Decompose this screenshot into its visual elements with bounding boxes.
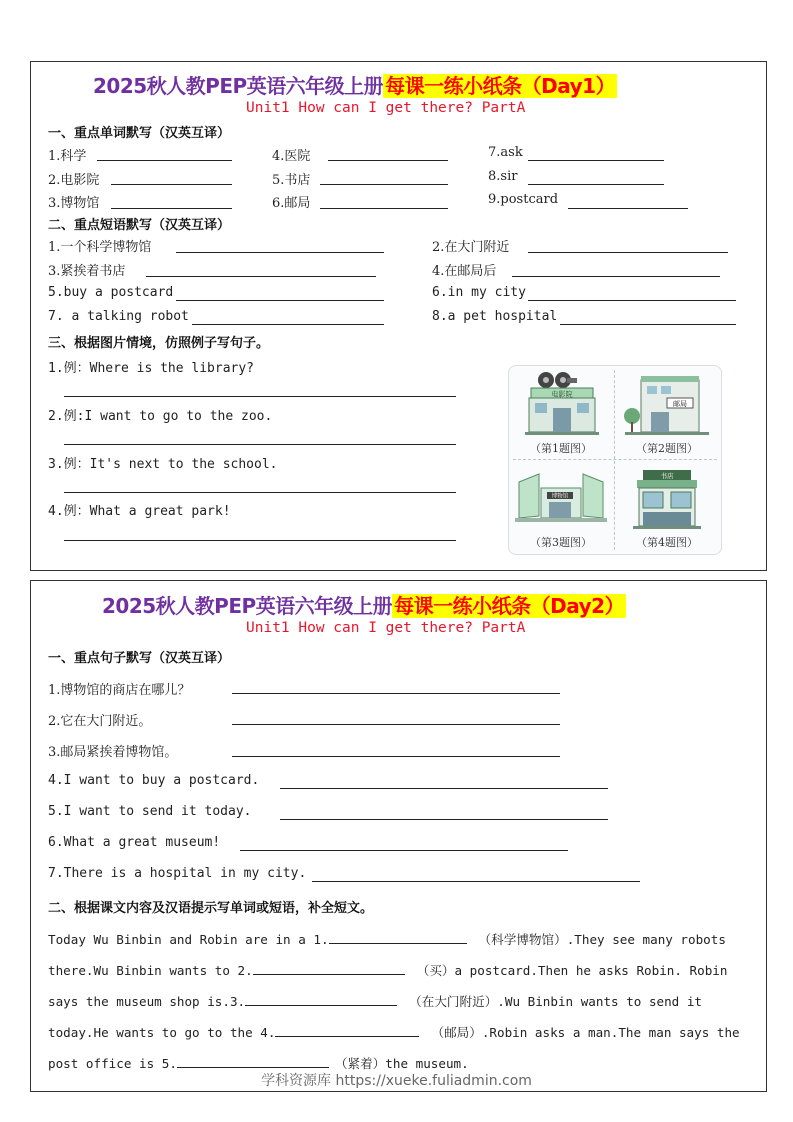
answer-line[interactable] [232,756,560,757]
phrase-prompt: 4.在邮局后 [432,264,497,279]
answer-line[interactable] [312,881,640,882]
picture-bookstore [615,460,719,552]
answer-line[interactable] [528,252,728,253]
phrase-prompt: 2.在大门附近 [432,240,510,255]
day2-section2-heading: 二、根据课文内容及汉语提示写单词或短语，补全短文。 [48,901,374,916]
answer-line[interactable] [64,396,456,397]
phrase-prompt: 7. a talking robot [48,309,189,324]
day1-subtitle: Unit1 How can I get there? PartA [246,100,526,116]
picture-caption: （第3题图） [530,536,592,549]
word-prompt: 7.ask [488,145,523,160]
answer-line[interactable] [111,208,232,209]
day1-title: 2025秋人教PEP英语六年级上册 每课一练小纸条（Day1） [93,74,616,98]
picture-caption: （第1题图） [530,442,592,455]
sentence-prompt: 7.There is a hospital in my city. [48,866,307,881]
answer-line[interactable] [528,160,664,161]
example-sentence: 3.例：It's next to the school. [48,457,278,472]
word-prompt: 2.电影院 [48,173,100,188]
passage-line: says the museum shop is.3. （在大门附近）.Wu Binbin wants to send it [48,994,703,1009]
answer-line[interactable] [560,324,736,325]
example-sentence: 1.例：Where is the library? [48,361,255,376]
post-office-icon [615,366,719,438]
svg-text:书店: 书店 [660,472,674,480]
sentence-prompt: 2.它在大门附近。 [48,714,152,729]
answer-line[interactable] [320,184,448,185]
svg-text:博物馆: 博物馆 [551,493,569,500]
blank-4[interactable] [275,1024,419,1037]
sentence-prompt: 6.What a great museum! [48,835,221,850]
svg-text:邮局: 邮局 [673,400,687,408]
answer-line[interactable] [528,300,736,301]
blank-2[interactable] [253,962,405,975]
day1-section1-heading: 一、重点单词默写（汉英互译） [48,126,231,141]
answer-line[interactable] [320,208,448,209]
word-prompt: 1.科学 [48,149,87,164]
day2-title: 2025秋人教PEP英语六年级上册 每课一练小纸条（Day2） [102,594,625,618]
day1-section2-heading: 二、重点短语默写（汉英互译） [48,218,231,233]
day2-subtitle: Unit1 How can I get there? PartA [246,620,526,636]
building-pictures [508,365,722,555]
example-sentence: 2.例:I want to go to the zoo. [48,409,273,424]
answer-line[interactable] [97,160,232,161]
day2-section1-heading: 一、重点句子默写（汉英互译） [48,651,231,666]
word-prompt: 5.书店 [272,173,311,188]
answer-line[interactable] [176,300,384,301]
answer-line[interactable] [528,184,664,185]
answer-line[interactable] [64,540,456,541]
answer-line[interactable] [64,444,456,445]
phrase-prompt: 5.buy a postcard [48,285,174,300]
answer-line[interactable] [64,492,456,493]
day1-section3-heading: 三、根据图片情境，仿照例子写句子。 [48,336,270,351]
answer-line[interactable] [232,693,560,694]
example-sentence: 4.例：What a great park! [48,504,231,519]
word-prompt: 6.邮局 [272,196,311,211]
answer-line[interactable] [146,276,376,277]
blank-1[interactable] [329,931,467,944]
word-prompt: 8.sir [488,169,518,184]
phrase-prompt: 1.一个科学博物馆 [48,240,152,255]
phrase-prompt: 8.a pet hospital [432,309,558,324]
sentence-prompt: 4.I want to buy a postcard. [48,773,260,788]
bookstore-icon [615,460,719,532]
answer-line[interactable] [280,819,608,820]
answer-line[interactable] [111,184,232,185]
museum-icon [509,460,613,532]
picture-museum [509,460,613,552]
blank-5[interactable] [177,1055,329,1068]
word-prompt: 4.医院 [272,149,311,164]
picture-cinema [509,366,613,458]
footer-watermark: 学科资源库 https://xueke.fuliadmin.com [261,1073,532,1089]
answer-line[interactable] [240,850,568,851]
sentence-prompt: 5.I want to send it today. [48,804,252,819]
word-prompt: 3.博物馆 [48,196,100,211]
answer-line[interactable] [192,324,384,325]
answer-line[interactable] [512,276,720,277]
passage-line: post office is 5. （紧着）the museum. [48,1056,469,1071]
passage-line: Today Wu Binbin and Robin are in a 1. （科学博物馆）.They see many robots [48,932,726,947]
answer-line[interactable] [280,788,608,789]
phrase-prompt: 6.in my city [432,285,526,300]
svg-text:电影院: 电影院 [551,390,573,399]
picture-caption: （第2题图） [636,442,698,455]
phrase-prompt: 3.紧挨着书店 [48,264,126,279]
answer-line[interactable] [232,724,560,725]
cinema-icon [509,366,613,438]
answer-line[interactable] [568,208,688,209]
answer-line[interactable] [328,160,448,161]
answer-line[interactable] [176,252,384,253]
passage-line: there.Wu Binbin wants to 2. （买）a postcard.Then he asks Robin. Robin [48,963,728,978]
sentence-prompt: 1.博物馆的商店在哪儿？ [48,683,191,698]
picture-post-office [615,366,719,458]
blank-3[interactable] [245,993,397,1006]
passage-line: today.He wants to go to the 4. （邮局）.Robin asks a man.The man says the [48,1025,740,1040]
sentence-prompt: 3.邮局紧挨着博物馆。 [48,745,178,760]
picture-caption: （第4题图） [636,536,698,549]
word-prompt: 9.postcard [488,192,559,207]
